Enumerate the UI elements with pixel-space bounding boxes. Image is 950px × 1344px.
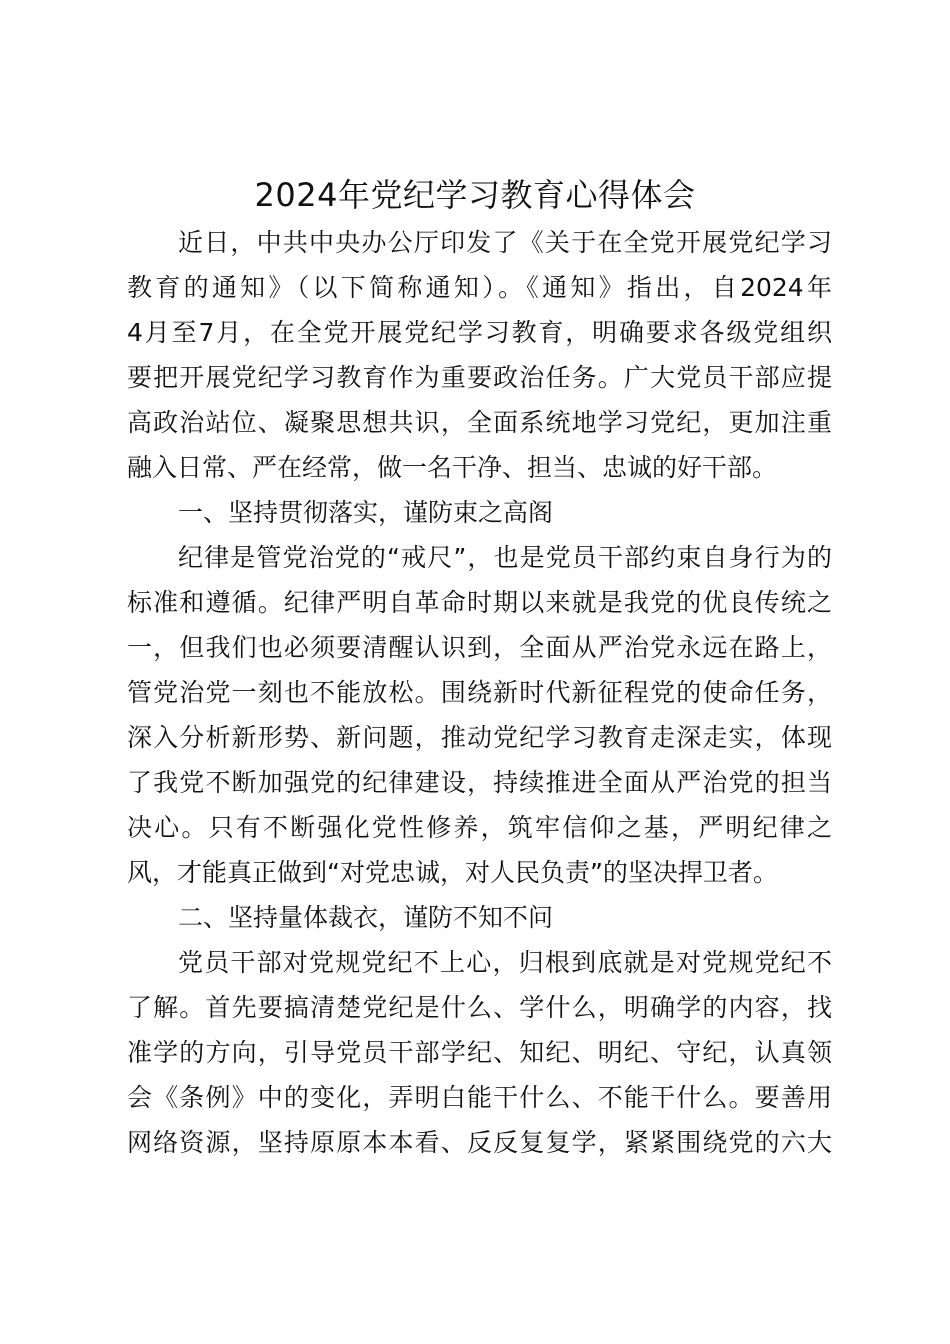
paragraph-line: 教育的通知》（以下简称通知）。《通知》指出，自2024年 <box>127 273 832 302</box>
section-heading: 一、坚持贯彻落实，谨防束之高阁 <box>178 498 554 527</box>
paragraph-line: 了我党不断加强党的纪律建设，持续推进全面从严治党的担当 <box>127 768 832 797</box>
paragraph-line: 网络资源，坚持原原本本看、反反复复学，紧紧围绕党的六大 <box>127 1128 832 1157</box>
section-heading: 二、坚持量体裁衣，谨防不知不问 <box>178 903 554 932</box>
paragraph-line: 4月至7月，在全党开展党纪学习教育，明确要求各级党组织 <box>127 318 832 347</box>
paragraph-line: 要把开展党纪学习教育作为重要政治任务。广大党员干部应提 <box>127 363 832 392</box>
document-title: 2024年党纪学习教育心得体会 <box>254 176 696 214</box>
paragraph-line: 了解。首先要搞清楚党纪是什么、学什么，明确学的内容，找 <box>127 993 832 1022</box>
paragraph-line: 近日，中共中央办公厅印发了《关于在全党开展党纪学习 <box>178 228 832 257</box>
paragraph-line: 标准和遵循。纪律严明自革命时期以来就是我党的优良传统之 <box>127 588 832 617</box>
paragraph-line: 党员干部对党规党纪不上心，归根到底就是对党规党纪不 <box>178 948 832 977</box>
paragraph-line: 管党治党一刻也不能放松。围绕新时代新征程党的使命任务， <box>127 678 832 707</box>
paragraph-line: 高政治站位、凝聚思想共识，全面系统地学习党纪，更加注重 <box>127 408 832 437</box>
paragraph-line: 决心。只有不断强化党性修养，筑牢信仰之基，严明纪律之 <box>127 813 832 842</box>
paragraph-line: 风，才能真正做到“对党忠诚，对人民负责”的坚决捍卫者。 <box>127 858 778 887</box>
paragraph-line: 准学的方向，引导党员干部学纪、知纪、明纪、守纪，认真领 <box>127 1038 832 1067</box>
paragraph-line: 纪律是管党治党的“戒尺”，也是党员干部约束自身行为的 <box>178 543 832 572</box>
paragraph-line: 会《条例》中的变化，弄明白能干什么、不能干什么。要善用 <box>127 1083 832 1112</box>
paragraph-line: 深入分析新形势、新问题，推动党纪学习教育走深走实，体现 <box>127 723 832 752</box>
paragraph-line: 融入日常、严在经常，做一名干净、担当、忠诚的好干部。 <box>127 453 778 482</box>
paragraph-line: 一，但我们也必须要清醒认识到，全面从严治党永远在路上， <box>127 633 832 662</box>
